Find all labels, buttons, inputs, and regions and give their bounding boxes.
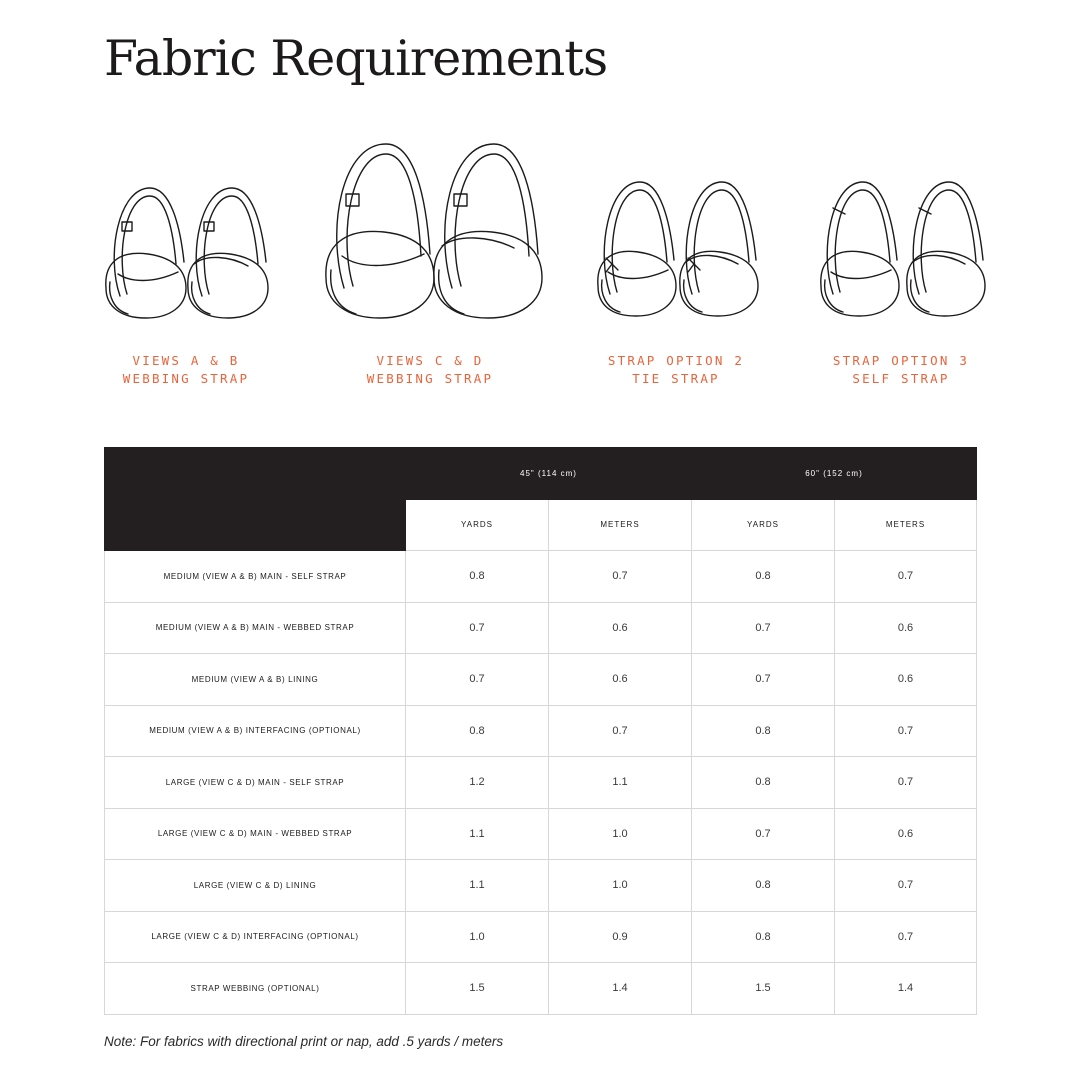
cell-value: 0.6 [549,602,692,654]
cell-value: 0.7 [835,705,977,757]
column-header-yards: YARDS [692,499,835,551]
table-row [105,860,977,912]
view-caption [66,352,306,388]
row-label: LARGE (VIEW C & D) LINING [105,860,406,912]
views-row [0,120,1080,400]
table-header-row [105,448,977,500]
view-caption [781,352,1021,388]
column-group-60-inch: 60" (152 cm) [692,448,977,500]
cell-value: 1.0 [549,860,692,912]
view-caption-line1: VIEWS A & B [132,353,240,368]
cell-value: 0.7 [692,602,835,654]
row-label: MEDIUM (VIEW A & B) MAIN - WEBBED STRAP [105,602,406,654]
page-title: Fabric Requirements [104,30,608,87]
table-row [105,757,977,809]
view-caption-line1: VIEWS C & D [376,353,484,368]
column-header-meters: METERS [835,499,977,551]
view-c-d [310,120,550,400]
cell-value: 0.6 [549,654,692,706]
bag-tie-strap-icon [556,120,796,340]
cell-value: 0.8 [692,705,835,757]
view-caption-line2: SELF STRAP [852,371,950,386]
row-label: MEDIUM (VIEW A & B) LINING [105,654,406,706]
view-caption [556,352,796,388]
table-row [105,551,977,603]
column-header-yards: YARDS [406,499,549,551]
cell-value: 0.7 [692,808,835,860]
cell-value: 0.6 [835,654,977,706]
table-row [105,911,977,963]
bag-large-icon [310,120,550,340]
cell-value: 0.8 [692,551,835,603]
view-strap-option-2 [556,120,796,400]
cell-value: 0.6 [835,808,977,860]
cell-value: 0.7 [835,551,977,603]
table-row [105,654,977,706]
cell-value: 0.8 [406,551,549,603]
bag-self-strap-icon [781,120,1021,340]
cell-value: 1.1 [406,808,549,860]
cell-value: 0.8 [692,860,835,912]
column-header-meters: METERS [549,499,692,551]
view-caption-line2: TIE STRAP [632,371,720,386]
cell-value: 1.4 [549,963,692,1015]
cell-value: 1.5 [692,963,835,1015]
row-label: MEDIUM (VIEW A & B) INTERFACING (OPTIONAL) [105,705,406,757]
row-label: LARGE (VIEW C & D) INTERFACING (OPTIONAL) [105,911,406,963]
cell-value: 1.5 [406,963,549,1015]
row-label: LARGE (VIEW C & D) MAIN - SELF STRAP [105,757,406,809]
table-row [105,602,977,654]
cell-value: 0.7 [406,654,549,706]
cell-value: 0.7 [692,654,835,706]
view-caption [310,352,550,388]
fabric-requirements-table [104,447,977,1015]
cell-value: 1.2 [406,757,549,809]
cell-value: 0.7 [549,551,692,603]
row-label: LARGE (VIEW C & D) MAIN - WEBBED STRAP [105,808,406,860]
directional-print-note: Note: For fabrics with directional print or nap, add .5 yards / meters [104,1034,504,1049]
view-caption-line2: WEBBING STRAP [366,371,494,386]
cell-value: 0.7 [835,911,977,963]
view-caption-line1: STRAP OPTION 3 [832,353,970,368]
cell-value: 0.8 [406,705,549,757]
cell-value: 0.7 [549,705,692,757]
table-corner-cell [105,448,406,551]
cell-value: 0.7 [406,602,549,654]
cell-value: 0.9 [549,911,692,963]
cell-value: 0.6 [835,602,977,654]
column-group-45-inch: 45" (114 cm) [406,448,692,500]
cell-value: 1.0 [406,911,549,963]
table-row [105,808,977,860]
view-caption-line1: STRAP OPTION 2 [607,353,745,368]
view-strap-option-3 [781,120,1021,400]
table-row [105,705,977,757]
cell-value: 1.1 [549,757,692,809]
view-caption-line2: WEBBING STRAP [122,371,250,386]
bag-medium-icon [66,120,306,340]
row-label: STRAP WEBBING (OPTIONAL) [105,963,406,1015]
cell-value: 0.7 [835,860,977,912]
cell-value: 0.8 [692,911,835,963]
table-row [105,963,977,1015]
cell-value: 1.4 [835,963,977,1015]
cell-value: 0.7 [835,757,977,809]
view-a-b [66,120,306,400]
cell-value: 1.1 [406,860,549,912]
cell-value: 1.0 [549,808,692,860]
row-label: MEDIUM (VIEW A & B) MAIN - SELF STRAP [105,551,406,603]
cell-value: 0.8 [692,757,835,809]
